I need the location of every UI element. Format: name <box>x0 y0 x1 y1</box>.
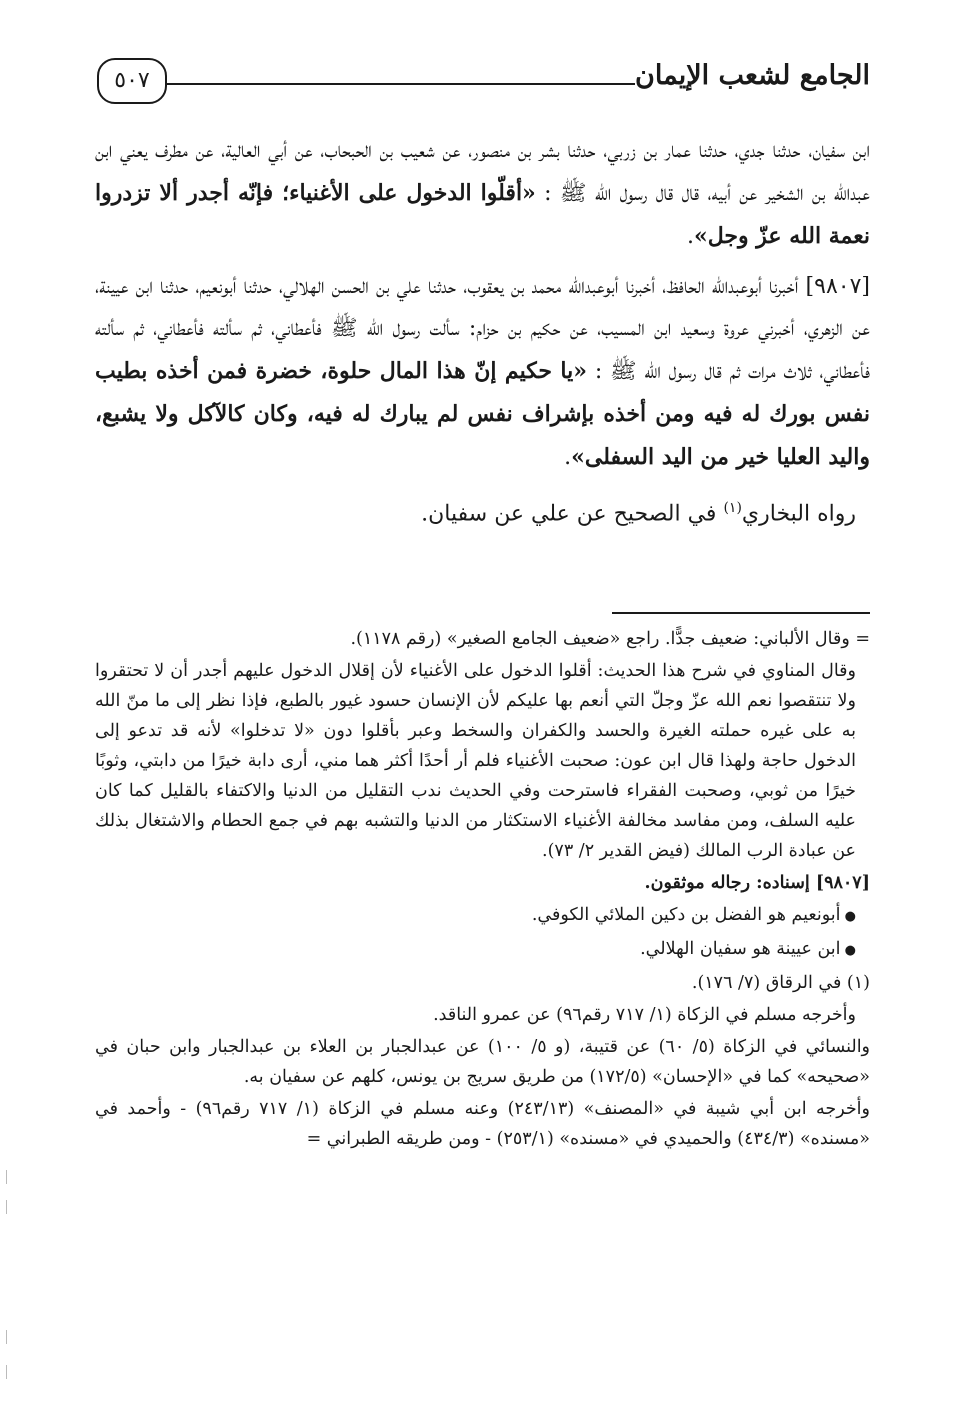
note-muslim: وأخرجه مسلم في الزكاة (١/ ٧١٧ رقم٩٦) عن عمرو الناقد. <box>433 1005 856 1025</box>
footnote-separator <box>612 612 870 614</box>
note-nasai: والنسائي في الزكاة (٥/ ٦٠) عن قتيبة، (و ٥/ ١٠٠) عن عبدالجبار بن العلاء بن عبدالجبار وابن حبان في «صحيحه» كما في «الإحسان» (١٧٢/٥) من طريق سريج بن يونس، كلهم عن سفيان به. <box>95 1037 871 1087</box>
page-number: ٥٠٧ <box>97 58 167 104</box>
scan-mark <box>6 1330 7 1344</box>
footnotes <box>95 624 870 1156</box>
paragraph-1-end: . <box>686 224 694 249</box>
paragraph-2-text: [٩٨٠٧] أخبرنا أبوعبدالله الحافظ، أخبرنا أبوعبدالله محمد بن يعقوب، حدثنا علي بن الحسن الهلالي، حدثنا أبونعيم، حدثنا ابن عيينة، عن الزهري، أخبرني عروة وسعيد ابن المسيب، عن حكيم بن حزام: سألت رسول الله ﷺ فأعطاني، ثم سألته فأعطاني، ثم سألته فأعطاني، ثلاث مرات ثم قال رسول الله ﷺ : <box>95 274 871 384</box>
paragraph-2-end: . <box>564 445 572 470</box>
note-bullet-1: ● أبونعيم هو الفضل بن دكين الملائي الكوفي. <box>95 900 870 932</box>
paragraph-2 <box>95 266 870 479</box>
note-albani: = وقال الألباني: ضعيف جدًّا. راجع «ضعيف الجامع الصغير» (رقم ١١٧٨). <box>350 629 870 649</box>
note-isnad <box>95 868 870 898</box>
paragraph-3-before: رواه البخاري <box>741 501 856 527</box>
book-title: الجامع لشعب الإيمان <box>635 60 870 91</box>
note-ibn-abi-shayba: وأخرجه ابن أبي شيبة في «المصنف» (٢٤٣/١٣) وعنه مسلم في الزكاة (١/ ٧١٧ رقم٩٦) - وأحمد في «مسنده» (٤٣٤/٣) والحميدي في «مسنده» (٢٥٣/١) - ومن طريقه الطبراني = <box>95 1099 870 1149</box>
paragraph-3-after: في الصحيح عن علي عن سفيان. <box>421 501 724 527</box>
scan-mark <box>6 1170 7 1184</box>
running-header <box>95 52 870 112</box>
scan-mark <box>6 1365 7 1379</box>
hadith-quote-2: «يا حكيم إنّ هذا المال حلوة، خضرة فمن أخذه بطيب نفس بورك له فيه ومن أخذه بإشراف نفس لم يبارك له فيه، وكان كالآكل ولا يشبع، واليد العليا خير من اليد السفلى» <box>95 358 870 470</box>
paragraph-3 <box>95 487 870 535</box>
footnote-ref-1: (١) <box>723 500 742 516</box>
main-text <box>95 130 870 543</box>
header-rule <box>167 83 635 85</box>
hadith-quote-1: «أقلّوا الدخول على الأغنياء؛ فإنّه أجدر ألا تزدروا نعمة الله عزّ وجل» <box>95 180 870 249</box>
note-isnad-text: رجاله موثقون. <box>644 873 757 893</box>
note-1-raqaq: (١) في الرقاق (٧/ ١٧٦). <box>691 973 870 993</box>
scan-mark <box>6 1200 7 1214</box>
paragraph-1-text: ابن سفيان، حدثنا جدي، حدثنا عمار بن زربي، حدثنا بشر بن منصور، عن شعيب بن الحبحاب، عن أبي العالية، عن مطرف يعني ابن عبدالله بن الشخير عن أبيه، قال قال رسول الله ﷺ : <box>95 138 870 206</box>
paragraph-1 <box>95 130 870 258</box>
note-bullet-2: ● ابن عيينة هو سفيان الهلالي. <box>95 934 870 966</box>
note-munawi: وقال المناوي في شرح هذا الحديث: أقلوا الدخول على الأغنياء لأن إقلال الدخول عليهم أجدر أن لا تحتقروا ولا تنتقصوا نعم الله عزّ وجلّ التي أنعم بها عليكم لأن الإنسان حسود غيور بالطبع، فإذا نظر إلى ما منّ الله به على غيره حملته الغيرة والحسد والكفران والسخط وعبر بأقلوا دون «لا تدخلوا» لأنه قد تدعو إلى الدخول حاجة ولهذا قال ابن عون: صحبت الأغنياء فلم أر أحدًا أكثر هما مني، أرى دابة خيرًا من دابتي، وثوبًا خيرًا من ثوبي، وصحبت الفقراء فاسترحت وفي الحديث ندب التقليل من الدنيا والاكتفاء بالقليل كما كان عليه السلف، ومن مفاسد مخالفة الأغنياء الاستكثار من الدنيا والتشبه بهم في جمع الحطام والاشتغال بذلك عن عبادة الرب المالك (فيض القدير ٢/ ٧٣). <box>95 661 856 861</box>
note-isnad-label: [٩٨٠٧] إسناده: <box>756 873 870 893</box>
